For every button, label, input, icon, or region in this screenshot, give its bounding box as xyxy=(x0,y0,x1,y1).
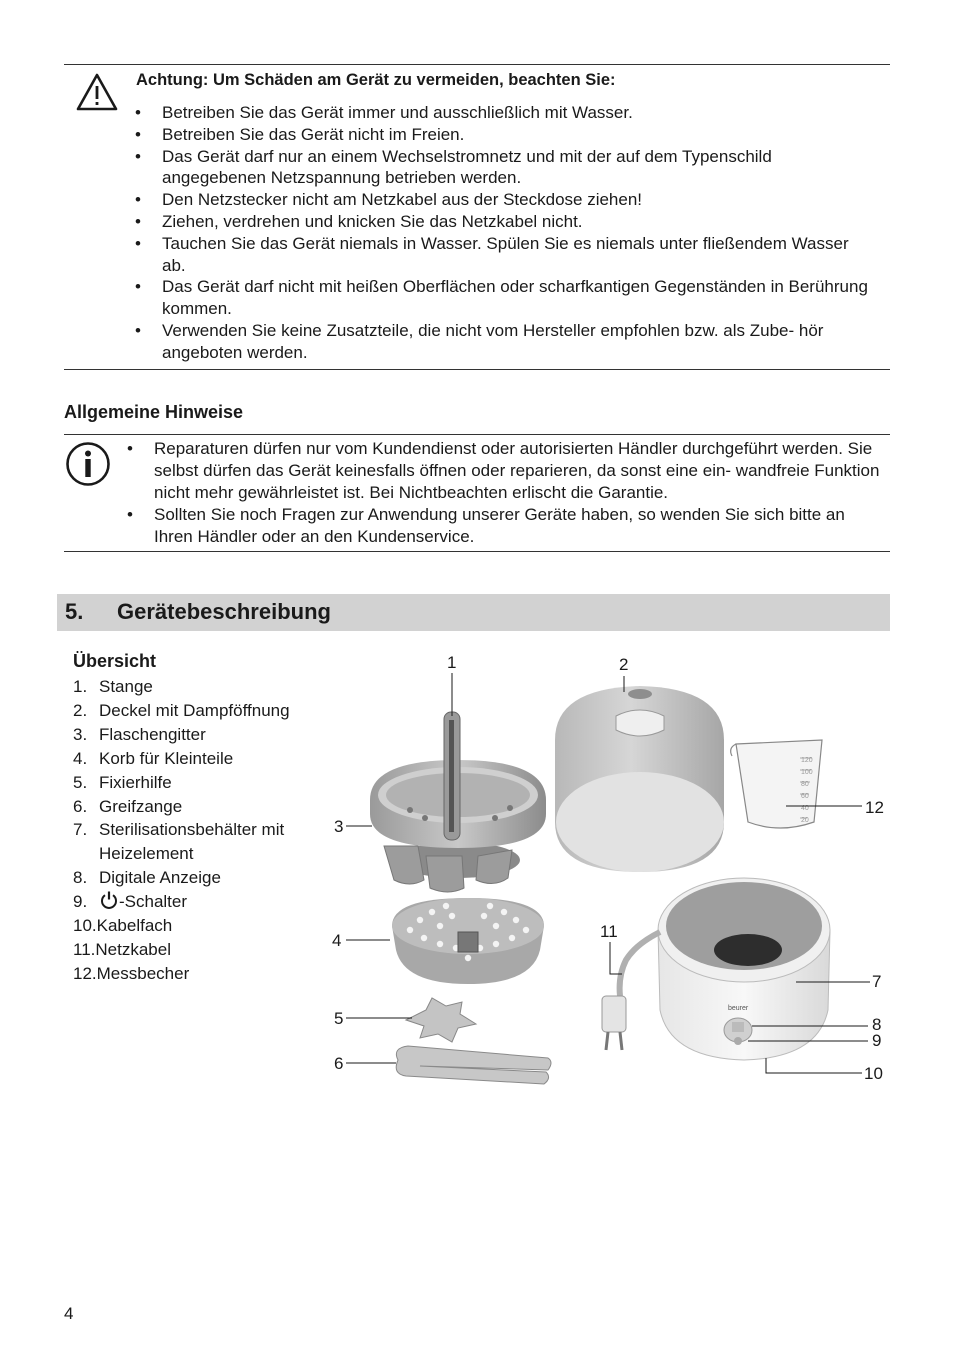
list-item: • Ziehen, verdrehen und knicken Sie das Netzkabel nicht. xyxy=(162,211,872,233)
list-item: 2. Deckel mit Dampföffnung xyxy=(73,700,290,720)
list-item: 3. Flaschengitter xyxy=(73,724,206,744)
list-item: • Betreiben Sie das Gerät nicht im Freien. xyxy=(162,124,872,146)
cup-scale-label: 120 xyxy=(801,757,813,764)
brand-label: beurer xyxy=(728,1005,749,1012)
general-heading: Allgemeine Hinweise xyxy=(64,402,244,422)
list-item: • Den Netzstecker nicht am Netzkabel aus der Steckdose ziehen! xyxy=(162,189,872,211)
tongs-drawing xyxy=(396,1046,551,1084)
warning-triangle-icon xyxy=(75,72,119,112)
callout-8: 8 xyxy=(872,1015,882,1034)
general-top-rule xyxy=(64,434,890,435)
list-item: 4. Korb für Kleinteile xyxy=(73,748,234,768)
list-item: • Das Gerät darf nicht mit heißen Oberflächen oder scharfkantigen Gegenständen in Berührung kommen. xyxy=(162,276,872,320)
base-unit-drawing xyxy=(658,878,830,1060)
section-number: 5. xyxy=(65,599,84,624)
list-item: 10.Kabelfach xyxy=(73,916,173,936)
list-item: 7. Sterilisationsbehälter mit xyxy=(73,820,285,840)
callout-9: 9 xyxy=(872,1031,882,1050)
list-item: • Sollten Sie noch Fragen zur Anwendung unserer Geräte haben, so wenden Sie sich bitte an Ihren Händler oder an den Kundenservice. xyxy=(154,504,884,548)
list-item: 9. -Schalter xyxy=(73,892,188,912)
callout-6: 6 xyxy=(334,1054,344,1073)
basket-drawing xyxy=(392,898,544,984)
warning-title: Achtung: Um Schäden am Gerät zu vermeiden, beachten Sie: xyxy=(136,71,616,89)
warning-top-rule xyxy=(64,64,890,65)
list-item: • Das Gerät darf nur an einem Wechselstromnetz und mit der auf dem Typenschild angegebenen Netzspannung betrieben werden. xyxy=(162,146,872,190)
list-item: 11.Netzkabel xyxy=(73,939,171,959)
general-bottom-rule xyxy=(64,551,890,552)
general-list xyxy=(154,438,884,548)
info-icon xyxy=(65,441,111,487)
list-item: 8. Digitale Anzeige xyxy=(73,868,221,888)
power-icon xyxy=(99,890,119,910)
list-item: • Verwenden Sie keine Zusatzteile, die nicht vom Hersteller empfohlen bzw. als Zube- hör angeboten werden. xyxy=(162,320,872,364)
measuring-cup-drawing xyxy=(731,740,822,828)
list-item: 6. Greifzange xyxy=(73,796,183,816)
callout-3: 3 xyxy=(334,817,344,836)
list-item: 1. Stange xyxy=(73,677,153,696)
list-item: • Betreiben Sie das Gerät immer und ausschließlich mit Wasser. xyxy=(162,102,872,124)
cup-scale-label: 100 xyxy=(801,769,813,776)
callout-12: 12 xyxy=(865,798,884,817)
fixing-aid-drawing xyxy=(406,998,476,1042)
cup-scale-label: 40 xyxy=(801,805,809,812)
power-cord-drawing xyxy=(620,932,660,996)
callout-1: 1 xyxy=(447,653,457,672)
device-illustration xyxy=(330,645,900,1095)
bottle-rack-drawing xyxy=(370,712,546,892)
section-heading-bar xyxy=(57,594,890,631)
list-item: 5. Fixierhilfe xyxy=(73,772,172,792)
list-item: 12.Messbecher xyxy=(73,963,190,983)
list-item: • Tauchen Sie das Gerät niemals in Wasser. Spülen Sie es niemals unter fließendem Wasser ab. xyxy=(162,233,872,277)
lid-drawing xyxy=(555,686,724,872)
plug-drawing xyxy=(602,996,626,1050)
list-item: Heizelement xyxy=(99,844,194,864)
cup-scale-label: 80 xyxy=(801,781,809,788)
list-item: • Reparaturen dürfen nur vom Kundendienst oder autorisierten Händler durchgeführt werden. Sie selbst dürfen das Gerät keinesfalls öffnen oder reparieren, da sonst eine ein- wandfreie Funktion nicht mehr gewährleistet ist. Bei Nichtbeachten erlischt die Garantie. xyxy=(154,438,884,503)
page-number: 4 xyxy=(64,1304,74,1323)
cup-scale-label: 20 xyxy=(801,817,809,824)
cup-scale-label: 60 xyxy=(801,793,809,800)
callout-4: 4 xyxy=(332,931,342,950)
callout-5: 5 xyxy=(334,1009,344,1028)
callout-10: 10 xyxy=(864,1064,883,1083)
warning-bottom-rule xyxy=(64,369,890,370)
callout-11: 11 xyxy=(600,922,618,941)
overview-heading: Übersicht xyxy=(73,651,157,671)
section-title: Gerätebeschreibung xyxy=(117,599,331,624)
parts-list xyxy=(73,675,290,986)
callout-7: 7 xyxy=(872,972,882,991)
callout-2: 2 xyxy=(619,655,629,674)
warning-list xyxy=(162,102,872,364)
